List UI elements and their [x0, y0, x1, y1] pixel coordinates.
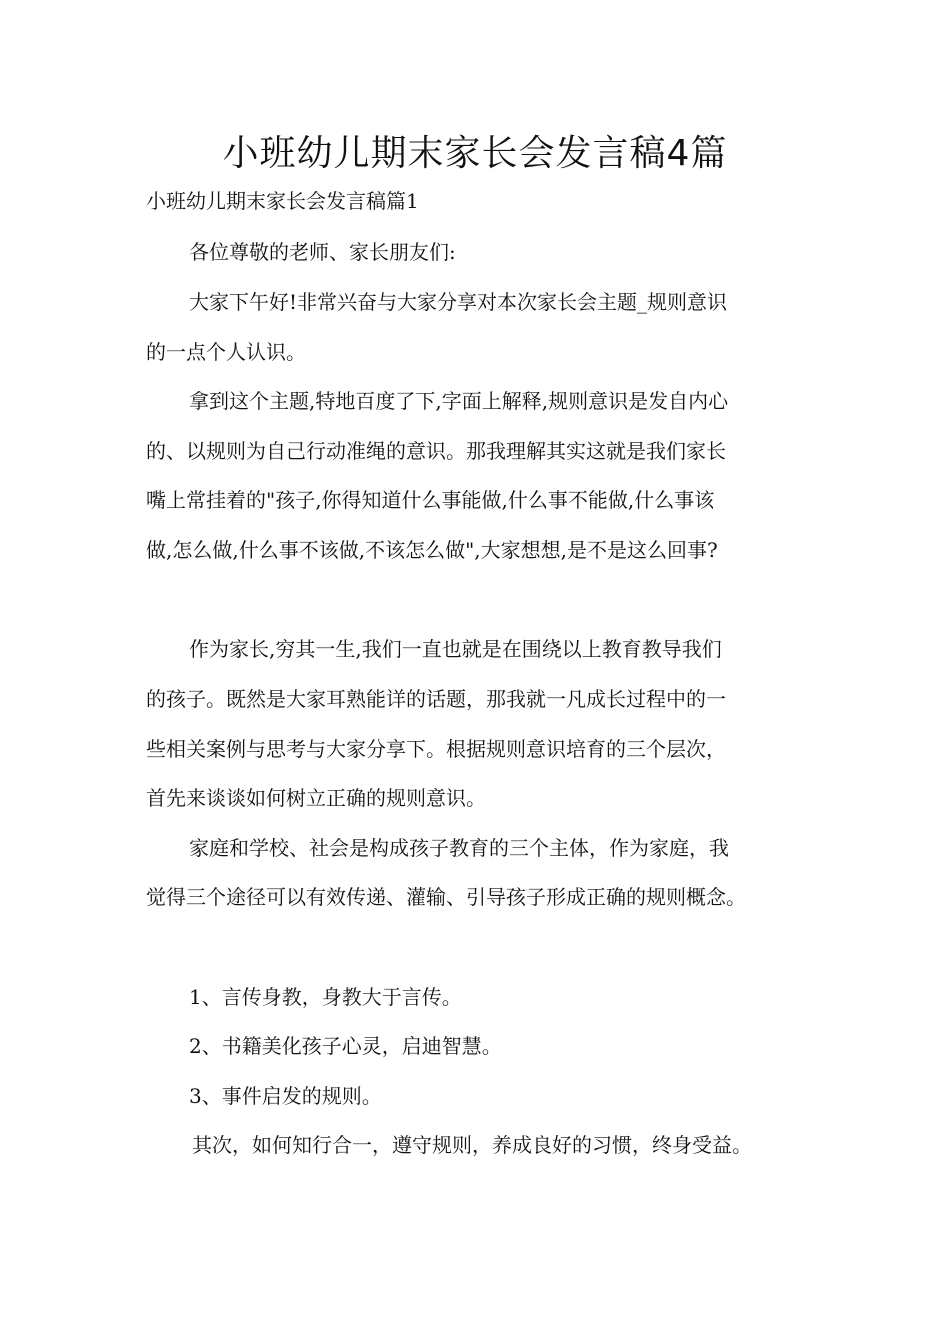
- paragraph-line: 做,怎么做,什么事不该做,不该怎么做",大家想想,是不是这么回事?: [146, 538, 718, 562]
- list-item: 2、书籍美化孩子心灵，启迪智慧。: [189, 1034, 502, 1058]
- paragraph-line: 的孩子。既然是大家耳熟能详的话题，那我就一凡成长过程中的一: [146, 687, 726, 711]
- paragraph-line: 拿到这个主题,特地百度了下,字面上解释,规则意识是发自内心: [189, 389, 729, 413]
- paragraph-line: 的、以规则为自己行动准绳的意识。那我理解其实这就是我们家长: [146, 439, 726, 463]
- paragraph-line: 首先来谈谈如何树立正确的规则意识。: [146, 786, 486, 810]
- list-item: 1、言传身教，身教大于言传。: [189, 985, 462, 1009]
- paragraph-line: 觉得三个途径可以有效传递、灌输、引导孩子形成正确的规则概念。: [146, 885, 746, 909]
- paragraph-line: 家庭和学校、社会是构成孩子教育的三个主体，作为家庭，我: [189, 836, 729, 860]
- list-item: 3、事件启发的规则。: [189, 1084, 382, 1108]
- paragraph-line: 其次，如何知行合一，遵守规则，养成良好的习惯，终身受益。: [192, 1133, 752, 1157]
- paragraph-line: 的一点个人认识。: [146, 340, 306, 364]
- paragraph-line: 嘴上常挂着的"孩子,你得知道什么事能做,什么事不能做,什么事该: [146, 488, 715, 512]
- paragraph-line: 些相关案例与思考与大家分享下。根据规则意识培育的三个层次，: [146, 737, 726, 761]
- paragraph-line: 作为家长,穷其一生,我们一直也就是在围绕以上教育教导我们: [189, 637, 722, 661]
- section-heading: 小班幼儿期末家长会发言稿篇1: [146, 189, 419, 213]
- paragraph-line: 各位尊敬的老师、家长朋友们:: [189, 240, 456, 264]
- paragraph-line: 大家下午好!非常兴奋与大家分享对本次家长会主题_规则意识: [189, 290, 728, 314]
- document-title: 小班幼儿期末家长会发言稿4篇: [222, 133, 728, 174]
